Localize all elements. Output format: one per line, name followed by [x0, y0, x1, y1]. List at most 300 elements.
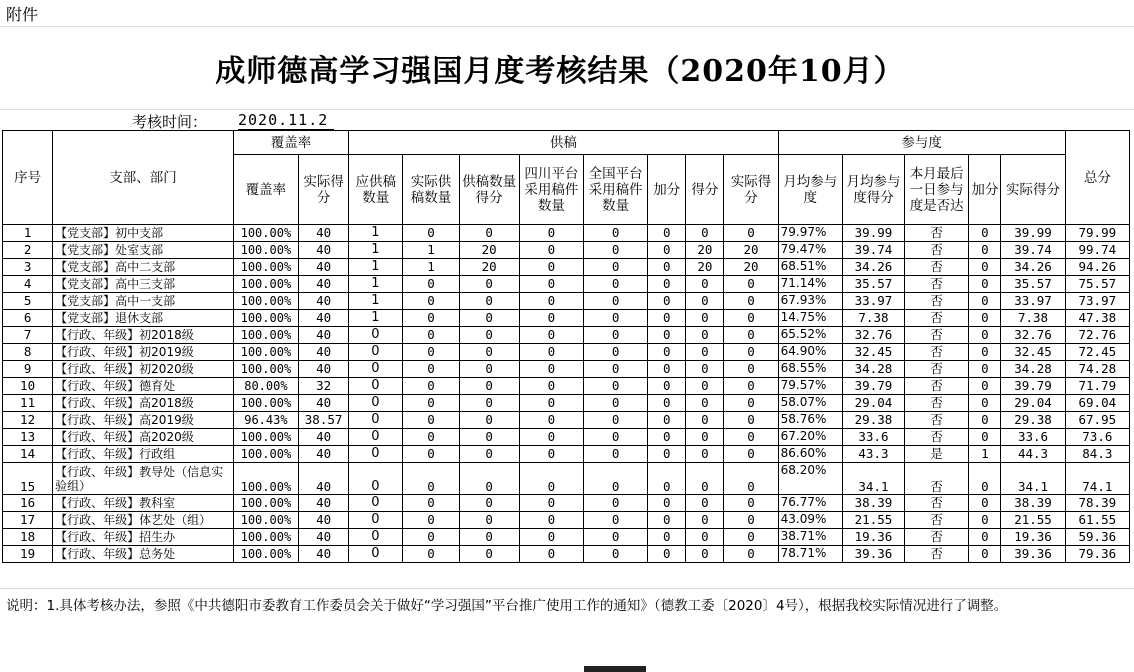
row-last-day[interactable]: 否 — [905, 463, 969, 495]
row-last-day[interactable]: 否 — [905, 293, 969, 310]
row-coverage-score[interactable]: 40 — [299, 546, 349, 563]
row-coverage-score[interactable]: 38.57 — [299, 412, 349, 429]
row-score[interactable]: 20 — [686, 259, 724, 276]
row-sichuan-adopted[interactable]: 0 — [519, 495, 583, 512]
row-bonus[interactable]: 0 — [648, 395, 686, 412]
row-part-bonus[interactable]: 0 — [969, 259, 1001, 276]
row-last-day[interactable]: 否 — [905, 327, 969, 344]
row-total[interactable]: 75.57 — [1065, 276, 1129, 293]
row-last-day[interactable]: 否 — [905, 242, 969, 259]
row-should-submit[interactable]: 0 — [349, 395, 403, 412]
row-submit-score[interactable]: 0 — [459, 495, 519, 512]
row-coverage-score[interactable]: 40 — [299, 361, 349, 378]
row-actual-submit[interactable]: 0 — [403, 344, 459, 361]
row-actual-submit[interactable]: 0 — [403, 412, 459, 429]
row-actual-score[interactable]: 0 — [724, 529, 778, 546]
row-bonus[interactable]: 0 — [648, 546, 686, 563]
row-bonus[interactable]: 0 — [648, 310, 686, 327]
row-should-submit[interactable]: 0 — [349, 529, 403, 546]
row-submit-score[interactable]: 0 — [459, 463, 519, 495]
sheet-tab-bar[interactable] — [584, 666, 646, 672]
row-coverage-score[interactable]: 40 — [299, 276, 349, 293]
row-part-bonus[interactable]: 0 — [969, 412, 1001, 429]
row-part-bonus[interactable]: 0 — [969, 529, 1001, 546]
row-bonus[interactable]: 0 — [648, 463, 686, 495]
row-should-submit[interactable]: 0 — [349, 412, 403, 429]
row-coverage[interactable]: 100.00% — [233, 429, 298, 446]
row-seq[interactable]: 19 — [3, 546, 53, 563]
row-monthly-part-score[interactable]: 43.3 — [842, 446, 904, 463]
row-sichuan-adopted[interactable]: 0 — [519, 225, 583, 242]
row-coverage-score[interactable]: 40 — [299, 429, 349, 446]
row-actual-score[interactable]: 0 — [724, 344, 778, 361]
row-bonus[interactable]: 0 — [648, 412, 686, 429]
row-bonus[interactable]: 0 — [648, 529, 686, 546]
row-monthly-part[interactable]: 86.60% — [778, 446, 842, 463]
row-coverage[interactable]: 100.00% — [233, 344, 298, 361]
row-part-bonus[interactable]: 0 — [969, 361, 1001, 378]
row-monthly-part-score[interactable]: 39.74 — [842, 242, 904, 259]
row-actual-score[interactable]: 0 — [724, 225, 778, 242]
row-bonus[interactable]: 0 — [648, 446, 686, 463]
row-monthly-part-score[interactable]: 29.38 — [842, 412, 904, 429]
row-part-actual[interactable]: 33.6 — [1001, 429, 1065, 446]
row-national-adopted[interactable]: 0 — [583, 446, 647, 463]
row-monthly-part[interactable]: 79.47% — [778, 242, 842, 259]
row-part-actual[interactable]: 39.36 — [1001, 546, 1065, 563]
row-monthly-part[interactable]: 78.71% — [778, 546, 842, 563]
row-seq[interactable]: 1 — [3, 225, 53, 242]
row-last-day[interactable]: 否 — [905, 412, 969, 429]
row-last-day[interactable]: 否 — [905, 378, 969, 395]
row-coverage[interactable]: 100.00% — [233, 259, 298, 276]
row-dept[interactable]: 【党支部】初中支部 — [53, 225, 234, 242]
row-part-actual[interactable]: 32.45 — [1001, 344, 1065, 361]
row-sichuan-adopted[interactable]: 0 — [519, 395, 583, 412]
row-last-day[interactable]: 否 — [905, 546, 969, 563]
row-bonus[interactable]: 0 — [648, 225, 686, 242]
row-should-submit[interactable]: 1 — [349, 276, 403, 293]
row-national-adopted[interactable]: 0 — [583, 276, 647, 293]
row-total[interactable]: 71.79 — [1065, 378, 1129, 395]
row-total[interactable]: 59.36 — [1065, 529, 1129, 546]
row-score[interactable]: 0 — [686, 310, 724, 327]
row-actual-score[interactable]: 0 — [724, 361, 778, 378]
row-dept[interactable]: 【行政、年级】初2019级 — [53, 344, 234, 361]
row-actual-score[interactable]: 0 — [724, 378, 778, 395]
row-score[interactable]: 0 — [686, 327, 724, 344]
row-part-actual[interactable]: 32.76 — [1001, 327, 1065, 344]
row-actual-submit[interactable]: 0 — [403, 529, 459, 546]
row-last-day[interactable]: 否 — [905, 429, 969, 446]
row-national-adopted[interactable]: 0 — [583, 310, 647, 327]
row-part-bonus[interactable]: 0 — [969, 395, 1001, 412]
row-last-day[interactable]: 是 — [905, 446, 969, 463]
row-monthly-part-score[interactable]: 19.36 — [842, 529, 904, 546]
row-part-bonus[interactable]: 0 — [969, 378, 1001, 395]
row-last-day[interactable]: 否 — [905, 259, 969, 276]
row-sichuan-adopted[interactable]: 0 — [519, 310, 583, 327]
row-actual-score[interactable]: 0 — [724, 293, 778, 310]
row-monthly-part[interactable]: 76.77% — [778, 495, 842, 512]
row-score[interactable]: 0 — [686, 429, 724, 446]
row-monthly-part[interactable]: 67.20% — [778, 429, 842, 446]
row-dept[interactable]: 【行政、年级】教导处（信息实验组） — [53, 463, 234, 495]
row-should-submit[interactable]: 0 — [349, 378, 403, 395]
row-monthly-part-score[interactable]: 34.1 — [842, 463, 904, 495]
row-dept[interactable]: 【行政、年级】高2019级 — [53, 412, 234, 429]
row-dept[interactable]: 【行政、年级】招生办 — [53, 529, 234, 546]
row-sichuan-adopted[interactable]: 0 — [519, 293, 583, 310]
row-seq[interactable]: 6 — [3, 310, 53, 327]
row-sichuan-adopted[interactable]: 0 — [519, 259, 583, 276]
row-coverage[interactable]: 80.00% — [233, 378, 298, 395]
row-submit-score[interactable]: 0 — [459, 361, 519, 378]
row-total[interactable]: 61.55 — [1065, 512, 1129, 529]
row-part-bonus[interactable]: 0 — [969, 429, 1001, 446]
row-dept[interactable]: 【行政、年级】总务处 — [53, 546, 234, 563]
row-part-bonus[interactable]: 1 — [969, 446, 1001, 463]
row-seq[interactable]: 10 — [3, 378, 53, 395]
row-part-actual[interactable]: 38.39 — [1001, 495, 1065, 512]
row-seq[interactable]: 17 — [3, 512, 53, 529]
row-bonus[interactable]: 0 — [648, 512, 686, 529]
row-national-adopted[interactable]: 0 — [583, 412, 647, 429]
row-dept[interactable]: 【党支部】高中一支部 — [53, 293, 234, 310]
row-dept[interactable]: 【党支部】退休支部 — [53, 310, 234, 327]
row-seq[interactable]: 13 — [3, 429, 53, 446]
row-national-adopted[interactable]: 0 — [583, 463, 647, 495]
row-actual-score[interactable]: 0 — [724, 327, 778, 344]
row-coverage-score[interactable]: 40 — [299, 259, 349, 276]
row-total[interactable]: 84.3 — [1065, 446, 1129, 463]
row-dept[interactable]: 【行政、年级】行政组 — [53, 446, 234, 463]
row-bonus[interactable]: 0 — [648, 293, 686, 310]
row-actual-score[interactable]: 0 — [724, 495, 778, 512]
row-should-submit[interactable]: 0 — [349, 344, 403, 361]
row-dept[interactable]: 【行政、年级】高2018级 — [53, 395, 234, 412]
row-actual-score[interactable]: 0 — [724, 546, 778, 563]
row-last-day[interactable]: 否 — [905, 225, 969, 242]
row-should-submit[interactable]: 0 — [349, 429, 403, 446]
row-actual-score[interactable]: 0 — [724, 429, 778, 446]
row-should-submit[interactable]: 0 — [349, 512, 403, 529]
row-submit-score[interactable]: 0 — [459, 395, 519, 412]
row-score[interactable]: 0 — [686, 546, 724, 563]
row-last-day[interactable]: 否 — [905, 529, 969, 546]
row-sichuan-adopted[interactable]: 0 — [519, 344, 583, 361]
row-actual-submit[interactable]: 0 — [403, 463, 459, 495]
row-monthly-part[interactable]: 43.09% — [778, 512, 842, 529]
row-actual-score[interactable]: 0 — [724, 446, 778, 463]
row-total[interactable]: 72.76 — [1065, 327, 1129, 344]
row-coverage[interactable]: 100.00% — [233, 310, 298, 327]
row-submit-score[interactable]: 0 — [459, 310, 519, 327]
row-last-day[interactable]: 否 — [905, 512, 969, 529]
row-score[interactable]: 0 — [686, 412, 724, 429]
row-national-adopted[interactable]: 0 — [583, 378, 647, 395]
row-national-adopted[interactable]: 0 — [583, 429, 647, 446]
row-national-adopted[interactable]: 0 — [583, 395, 647, 412]
row-monthly-part-score[interactable]: 34.26 — [842, 259, 904, 276]
row-coverage[interactable]: 100.00% — [233, 529, 298, 546]
row-part-actual[interactable]: 44.3 — [1001, 446, 1065, 463]
row-monthly-part-score[interactable]: 39.99 — [842, 225, 904, 242]
row-actual-score[interactable]: 0 — [724, 463, 778, 495]
row-coverage[interactable]: 100.00% — [233, 293, 298, 310]
row-monthly-part-score[interactable]: 35.57 — [842, 276, 904, 293]
row-monthly-part-score[interactable]: 32.76 — [842, 327, 904, 344]
row-submit-score[interactable]: 0 — [459, 225, 519, 242]
row-monthly-part[interactable]: 65.52% — [778, 327, 842, 344]
row-national-adopted[interactable]: 0 — [583, 546, 647, 563]
row-part-bonus[interactable]: 0 — [969, 276, 1001, 293]
row-actual-submit[interactable]: 0 — [403, 546, 459, 563]
row-part-actual[interactable]: 39.79 — [1001, 378, 1065, 395]
row-actual-score[interactable]: 20 — [724, 259, 778, 276]
row-sichuan-adopted[interactable]: 0 — [519, 242, 583, 259]
row-coverage-score[interactable]: 40 — [299, 293, 349, 310]
row-bonus[interactable]: 0 — [648, 327, 686, 344]
row-should-submit[interactable]: 1 — [349, 242, 403, 259]
row-total[interactable]: 99.74 — [1065, 242, 1129, 259]
row-actual-score[interactable]: 0 — [724, 512, 778, 529]
row-total[interactable]: 47.38 — [1065, 310, 1129, 327]
row-total[interactable]: 67.95 — [1065, 412, 1129, 429]
row-score[interactable]: 20 — [686, 242, 724, 259]
row-national-adopted[interactable]: 0 — [583, 361, 647, 378]
row-actual-submit[interactable]: 0 — [403, 429, 459, 446]
row-dept[interactable]: 【行政、年级】德育处 — [53, 378, 234, 395]
row-bonus[interactable]: 0 — [648, 344, 686, 361]
row-coverage[interactable]: 100.00% — [233, 395, 298, 412]
row-score[interactable]: 0 — [686, 446, 724, 463]
row-seq[interactable]: 14 — [3, 446, 53, 463]
row-total[interactable]: 94.26 — [1065, 259, 1129, 276]
row-score[interactable]: 0 — [686, 344, 724, 361]
row-part-bonus[interactable]: 0 — [969, 495, 1001, 512]
row-seq[interactable]: 9 — [3, 361, 53, 378]
row-submit-score[interactable]: 0 — [459, 529, 519, 546]
row-seq[interactable]: 16 — [3, 495, 53, 512]
row-total[interactable]: 79.36 — [1065, 546, 1129, 563]
row-monthly-part[interactable]: 68.55% — [778, 361, 842, 378]
row-coverage-score[interactable]: 40 — [299, 529, 349, 546]
row-part-actual[interactable]: 34.1 — [1001, 463, 1065, 495]
row-actual-submit[interactable]: 0 — [403, 446, 459, 463]
row-actual-submit[interactable]: 0 — [403, 327, 459, 344]
row-part-bonus[interactable]: 0 — [969, 327, 1001, 344]
row-part-actual[interactable]: 29.38 — [1001, 412, 1065, 429]
row-submit-score[interactable]: 0 — [459, 276, 519, 293]
row-bonus[interactable]: 0 — [648, 361, 686, 378]
row-total[interactable]: 72.45 — [1065, 344, 1129, 361]
row-actual-score[interactable]: 20 — [724, 242, 778, 259]
row-seq[interactable]: 11 — [3, 395, 53, 412]
row-part-actual[interactable]: 34.28 — [1001, 361, 1065, 378]
row-coverage[interactable]: 100.00% — [233, 276, 298, 293]
row-monthly-part-score[interactable]: 39.79 — [842, 378, 904, 395]
row-part-bonus[interactable]: 0 — [969, 344, 1001, 361]
row-monthly-part-score[interactable]: 39.36 — [842, 546, 904, 563]
row-part-actual[interactable]: 21.55 — [1001, 512, 1065, 529]
row-national-adopted[interactable]: 0 — [583, 512, 647, 529]
row-coverage-score[interactable]: 40 — [299, 344, 349, 361]
row-actual-submit[interactable]: 0 — [403, 225, 459, 242]
row-sichuan-adopted[interactable]: 0 — [519, 429, 583, 446]
row-total[interactable]: 69.04 — [1065, 395, 1129, 412]
row-monthly-part-score[interactable]: 21.55 — [842, 512, 904, 529]
row-monthly-part[interactable]: 79.57% — [778, 378, 842, 395]
row-dept[interactable]: 【行政、年级】体艺处（组） — [53, 512, 234, 529]
row-coverage[interactable]: 100.00% — [233, 546, 298, 563]
row-sichuan-adopted[interactable]: 0 — [519, 361, 583, 378]
row-coverage-score[interactable]: 40 — [299, 495, 349, 512]
row-actual-submit[interactable]: 0 — [403, 310, 459, 327]
row-seq[interactable]: 7 — [3, 327, 53, 344]
row-actual-score[interactable]: 0 — [724, 412, 778, 429]
row-monthly-part-score[interactable]: 29.04 — [842, 395, 904, 412]
row-monthly-part[interactable]: 14.75% — [778, 310, 842, 327]
row-score[interactable]: 0 — [686, 495, 724, 512]
row-sichuan-adopted[interactable]: 0 — [519, 276, 583, 293]
row-coverage-score[interactable]: 40 — [299, 463, 349, 495]
row-submit-score[interactable]: 0 — [459, 512, 519, 529]
row-should-submit[interactable]: 1 — [349, 259, 403, 276]
row-total[interactable]: 74.1 — [1065, 463, 1129, 495]
row-monthly-part[interactable]: 38.71% — [778, 529, 842, 546]
row-last-day[interactable]: 否 — [905, 310, 969, 327]
row-coverage-score[interactable]: 40 — [299, 310, 349, 327]
row-part-bonus[interactable]: 0 — [969, 293, 1001, 310]
row-coverage-score[interactable]: 40 — [299, 446, 349, 463]
row-sichuan-adopted[interactable]: 0 — [519, 546, 583, 563]
row-part-bonus[interactable]: 0 — [969, 512, 1001, 529]
row-coverage[interactable]: 100.00% — [233, 512, 298, 529]
row-coverage[interactable]: 100.00% — [233, 327, 298, 344]
row-score[interactable]: 0 — [686, 293, 724, 310]
row-score[interactable]: 0 — [686, 361, 724, 378]
row-national-adopted[interactable]: 0 — [583, 242, 647, 259]
row-actual-submit[interactable]: 0 — [403, 495, 459, 512]
row-sichuan-adopted[interactable]: 0 — [519, 412, 583, 429]
row-total[interactable]: 73.97 — [1065, 293, 1129, 310]
row-score[interactable]: 0 — [686, 276, 724, 293]
row-part-actual[interactable]: 19.36 — [1001, 529, 1065, 546]
row-part-actual[interactable]: 34.26 — [1001, 259, 1065, 276]
row-actual-submit[interactable]: 0 — [403, 395, 459, 412]
row-actual-submit[interactable]: 0 — [403, 512, 459, 529]
row-should-submit[interactable]: 0 — [349, 327, 403, 344]
row-dept[interactable]: 【行政、年级】初2018级 — [53, 327, 234, 344]
row-should-submit[interactable]: 1 — [349, 225, 403, 242]
row-last-day[interactable]: 否 — [905, 361, 969, 378]
row-seq[interactable]: 18 — [3, 529, 53, 546]
row-should-submit[interactable]: 1 — [349, 293, 403, 310]
row-submit-score[interactable]: 0 — [459, 378, 519, 395]
row-dept[interactable]: 【行政、年级】初2020级 — [53, 361, 234, 378]
row-monthly-part[interactable]: 71.14% — [778, 276, 842, 293]
row-score[interactable]: 0 — [686, 463, 724, 495]
row-national-adopted[interactable]: 0 — [583, 529, 647, 546]
row-actual-submit[interactable]: 1 — [403, 242, 459, 259]
row-seq[interactable]: 2 — [3, 242, 53, 259]
row-submit-score[interactable]: 0 — [459, 293, 519, 310]
row-should-submit[interactable]: 1 — [349, 310, 403, 327]
row-coverage[interactable]: 100.00% — [233, 242, 298, 259]
row-part-bonus[interactable]: 0 — [969, 310, 1001, 327]
row-seq[interactable]: 8 — [3, 344, 53, 361]
row-monthly-part[interactable]: 58.76% — [778, 412, 842, 429]
row-sichuan-adopted[interactable]: 0 — [519, 446, 583, 463]
row-coverage[interactable]: 100.00% — [233, 495, 298, 512]
row-dept[interactable]: 【党支部】高中二支部 — [53, 259, 234, 276]
row-seq[interactable]: 12 — [3, 412, 53, 429]
row-actual-submit[interactable]: 0 — [403, 293, 459, 310]
row-part-actual[interactable]: 7.38 — [1001, 310, 1065, 327]
row-actual-score[interactable]: 0 — [724, 395, 778, 412]
row-seq[interactable]: 4 — [3, 276, 53, 293]
row-national-adopted[interactable]: 0 — [583, 327, 647, 344]
row-monthly-part[interactable]: 79.97% — [778, 225, 842, 242]
row-monthly-part-score[interactable]: 33.6 — [842, 429, 904, 446]
row-bonus[interactable]: 0 — [648, 259, 686, 276]
row-part-actual[interactable]: 39.99 — [1001, 225, 1065, 242]
row-submit-score[interactable]: 20 — [459, 259, 519, 276]
time-value[interactable]: 2020.11.2 — [238, 111, 334, 130]
row-dept[interactable]: 【党支部】处室支部 — [53, 242, 234, 259]
row-score[interactable]: 0 — [686, 225, 724, 242]
row-coverage-score[interactable]: 32 — [299, 378, 349, 395]
row-actual-submit[interactable]: 0 — [403, 378, 459, 395]
row-sichuan-adopted[interactable]: 0 — [519, 378, 583, 395]
row-part-bonus[interactable]: 0 — [969, 242, 1001, 259]
row-part-actual[interactable]: 39.74 — [1001, 242, 1065, 259]
row-last-day[interactable]: 否 — [905, 276, 969, 293]
row-submit-score[interactable]: 0 — [459, 412, 519, 429]
row-monthly-part[interactable]: 64.90% — [778, 344, 842, 361]
row-part-bonus[interactable]: 0 — [969, 463, 1001, 495]
row-total[interactable]: 74.28 — [1065, 361, 1129, 378]
row-coverage[interactable]: 96.43% — [233, 412, 298, 429]
row-seq[interactable]: 3 — [3, 259, 53, 276]
row-submit-score[interactable]: 0 — [459, 344, 519, 361]
row-coverage-score[interactable]: 40 — [299, 225, 349, 242]
row-should-submit[interactable]: 0 — [349, 446, 403, 463]
row-national-adopted[interactable]: 0 — [583, 293, 647, 310]
row-submit-score[interactable]: 0 — [459, 546, 519, 563]
row-actual-score[interactable]: 0 — [724, 310, 778, 327]
row-national-adopted[interactable]: 0 — [583, 344, 647, 361]
row-national-adopted[interactable]: 0 — [583, 225, 647, 242]
row-actual-submit[interactable]: 1 — [403, 259, 459, 276]
row-national-adopted[interactable]: 0 — [583, 495, 647, 512]
row-sichuan-adopted[interactable]: 0 — [519, 512, 583, 529]
row-part-bonus[interactable]: 0 — [969, 546, 1001, 563]
row-submit-score[interactable]: 20 — [459, 242, 519, 259]
row-bonus[interactable]: 0 — [648, 276, 686, 293]
row-monthly-part[interactable]: 68.20% — [778, 463, 842, 495]
row-part-actual[interactable]: 29.04 — [1001, 395, 1065, 412]
row-monthly-part-score[interactable]: 33.97 — [842, 293, 904, 310]
row-coverage[interactable]: 100.00% — [233, 361, 298, 378]
row-submit-score[interactable]: 0 — [459, 429, 519, 446]
row-submit-score[interactable]: 0 — [459, 327, 519, 344]
row-score[interactable]: 0 — [686, 395, 724, 412]
row-should-submit[interactable]: 0 — [349, 546, 403, 563]
row-coverage-score[interactable]: 40 — [299, 395, 349, 412]
row-seq[interactable]: 5 — [3, 293, 53, 310]
